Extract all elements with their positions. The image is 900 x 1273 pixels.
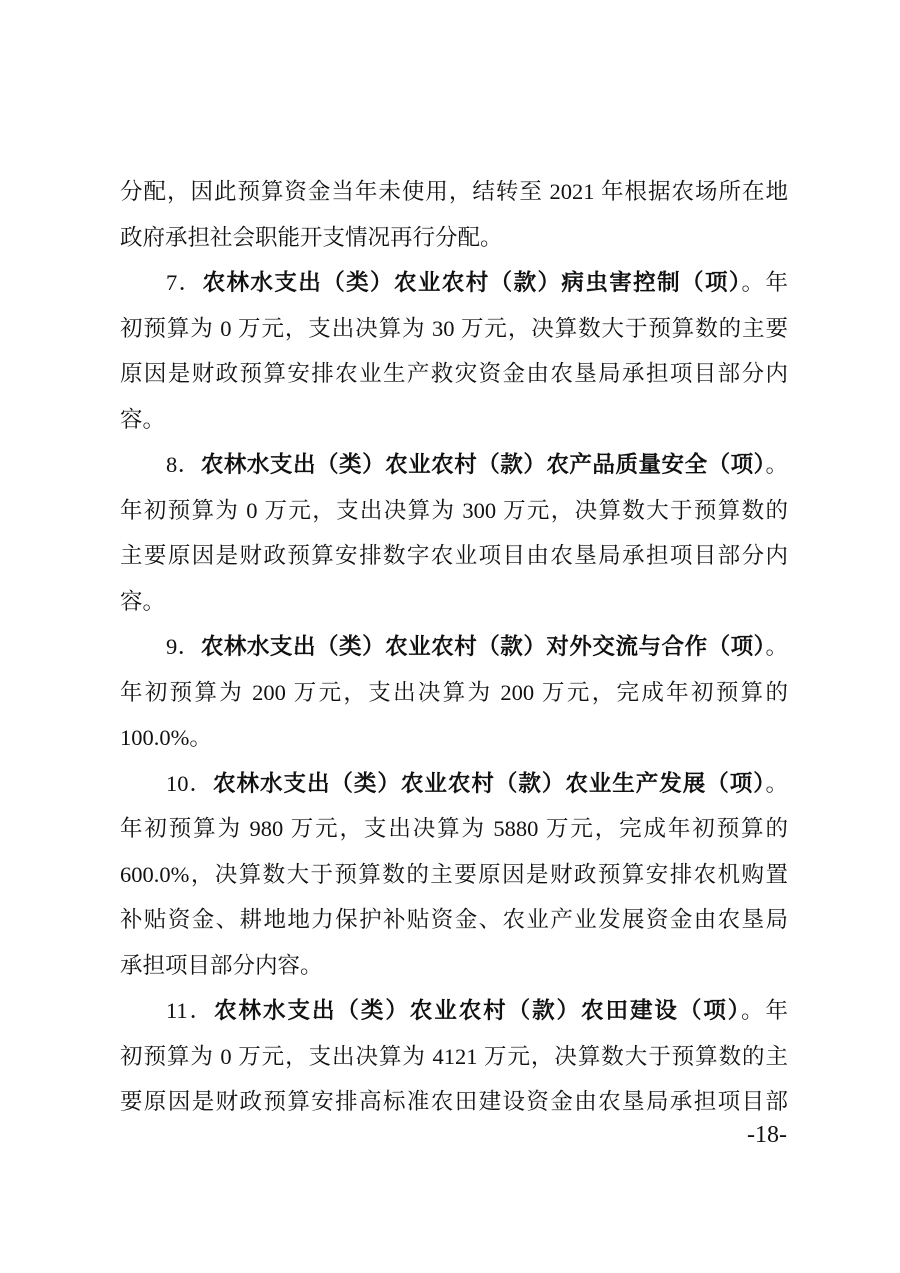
text-line bbox=[120, 1079, 788, 1125]
text-line bbox=[120, 670, 788, 716]
text-segment: 主要原因是财政预算安排数字农业项目由农垦局承担项目部分内 bbox=[120, 543, 788, 568]
text-line bbox=[120, 351, 788, 397]
text-line bbox=[120, 715, 788, 761]
text-line bbox=[120, 988, 788, 1034]
text-segment: 11． bbox=[166, 998, 215, 1023]
text-segment: 容。 bbox=[120, 588, 166, 614]
text-line bbox=[120, 488, 788, 534]
text-segment: 9． bbox=[166, 634, 201, 659]
text-line bbox=[120, 1034, 788, 1080]
text-segment: 。 bbox=[765, 634, 788, 659]
text-segment: 要原因是财政预算安排高标准农田建设资金由农垦局承担项目部 bbox=[120, 1089, 788, 1114]
text-segment: 8． bbox=[166, 452, 201, 477]
bold-text-segment: 农林水支出（类）农业农村（款）病虫害控制（项） bbox=[202, 270, 742, 295]
text-segment: 。年 bbox=[741, 270, 788, 295]
text-line bbox=[120, 897, 788, 943]
text-segment: 初预算为 0 万元，支出决算为 30 万元，决算数大于预算数的主要 bbox=[120, 315, 788, 341]
text-segment: 。年 bbox=[741, 998, 788, 1023]
text-line bbox=[120, 852, 788, 898]
text-line bbox=[120, 397, 788, 443]
text-segment: 7． bbox=[166, 270, 203, 295]
text-segment: 初预算为 0 万元，支出决算为 4121 万元，决算数大于预算数的主 bbox=[120, 1043, 788, 1069]
text-segment: 。 bbox=[765, 452, 788, 477]
text-line bbox=[120, 761, 788, 807]
text-line bbox=[120, 442, 788, 488]
text-segment: 。 bbox=[765, 770, 788, 796]
text-segment: 100.0%。 bbox=[120, 725, 212, 750]
text-line bbox=[120, 169, 788, 215]
text-segment: 原因是财政预算安排农业生产救灾资金由农垦局承担项目部分内 bbox=[120, 361, 788, 386]
bold-text-segment: 农林水支出（类）农业农村（款）对外交流与合作（项） bbox=[200, 634, 766, 659]
text-segment: 承担项目部分内容。 bbox=[120, 952, 323, 978]
text-line bbox=[120, 943, 788, 989]
text-line bbox=[120, 215, 788, 261]
text-segment: 年初预算为 980 万元，支出决算为 5880 万元，完成年初预算的 bbox=[120, 816, 788, 841]
bold-text-segment: 农林水支出（类）农业农村（款）农业生产发展（项） bbox=[212, 770, 766, 796]
bold-text-segment: 农林水支出（类）农业农村（款）农田建设（项） bbox=[214, 998, 742, 1023]
text-line bbox=[120, 260, 788, 306]
text-segment: 补贴资金、耕地地力保护补贴资金、农业产业发展资金由农垦局 bbox=[120, 907, 788, 932]
text-line bbox=[120, 806, 788, 852]
text-segment: 10． bbox=[166, 770, 213, 796]
bold-text-segment: 农林水支出（类）农业农村（款）农产品质量安全（项） bbox=[200, 452, 766, 477]
text-segment: 年初预算为 200 万元，支出决算为 200 万元，完成年初预算的 bbox=[120, 679, 788, 705]
body-text bbox=[120, 169, 788, 1125]
text-segment: 政府承担社会职能开支情况再行分配。 bbox=[120, 224, 503, 250]
text-segment: 600.0%，决算数大于预算数的主要原因是财政预算安排农机购置 bbox=[120, 861, 788, 887]
text-segment: 年初预算为 0 万元，支出决算为 300 万元，决算数大于预算数的 bbox=[120, 497, 788, 523]
text-line bbox=[120, 579, 788, 625]
page-number: -18- bbox=[747, 1122, 787, 1148]
text-segment: 分配，因此预算资金当年未使用，结转至 2021 年根据农场所在地 bbox=[120, 179, 788, 204]
text-line bbox=[120, 533, 788, 579]
text-line bbox=[120, 624, 788, 670]
text-line bbox=[120, 306, 788, 352]
text-segment: 容。 bbox=[120, 406, 166, 432]
